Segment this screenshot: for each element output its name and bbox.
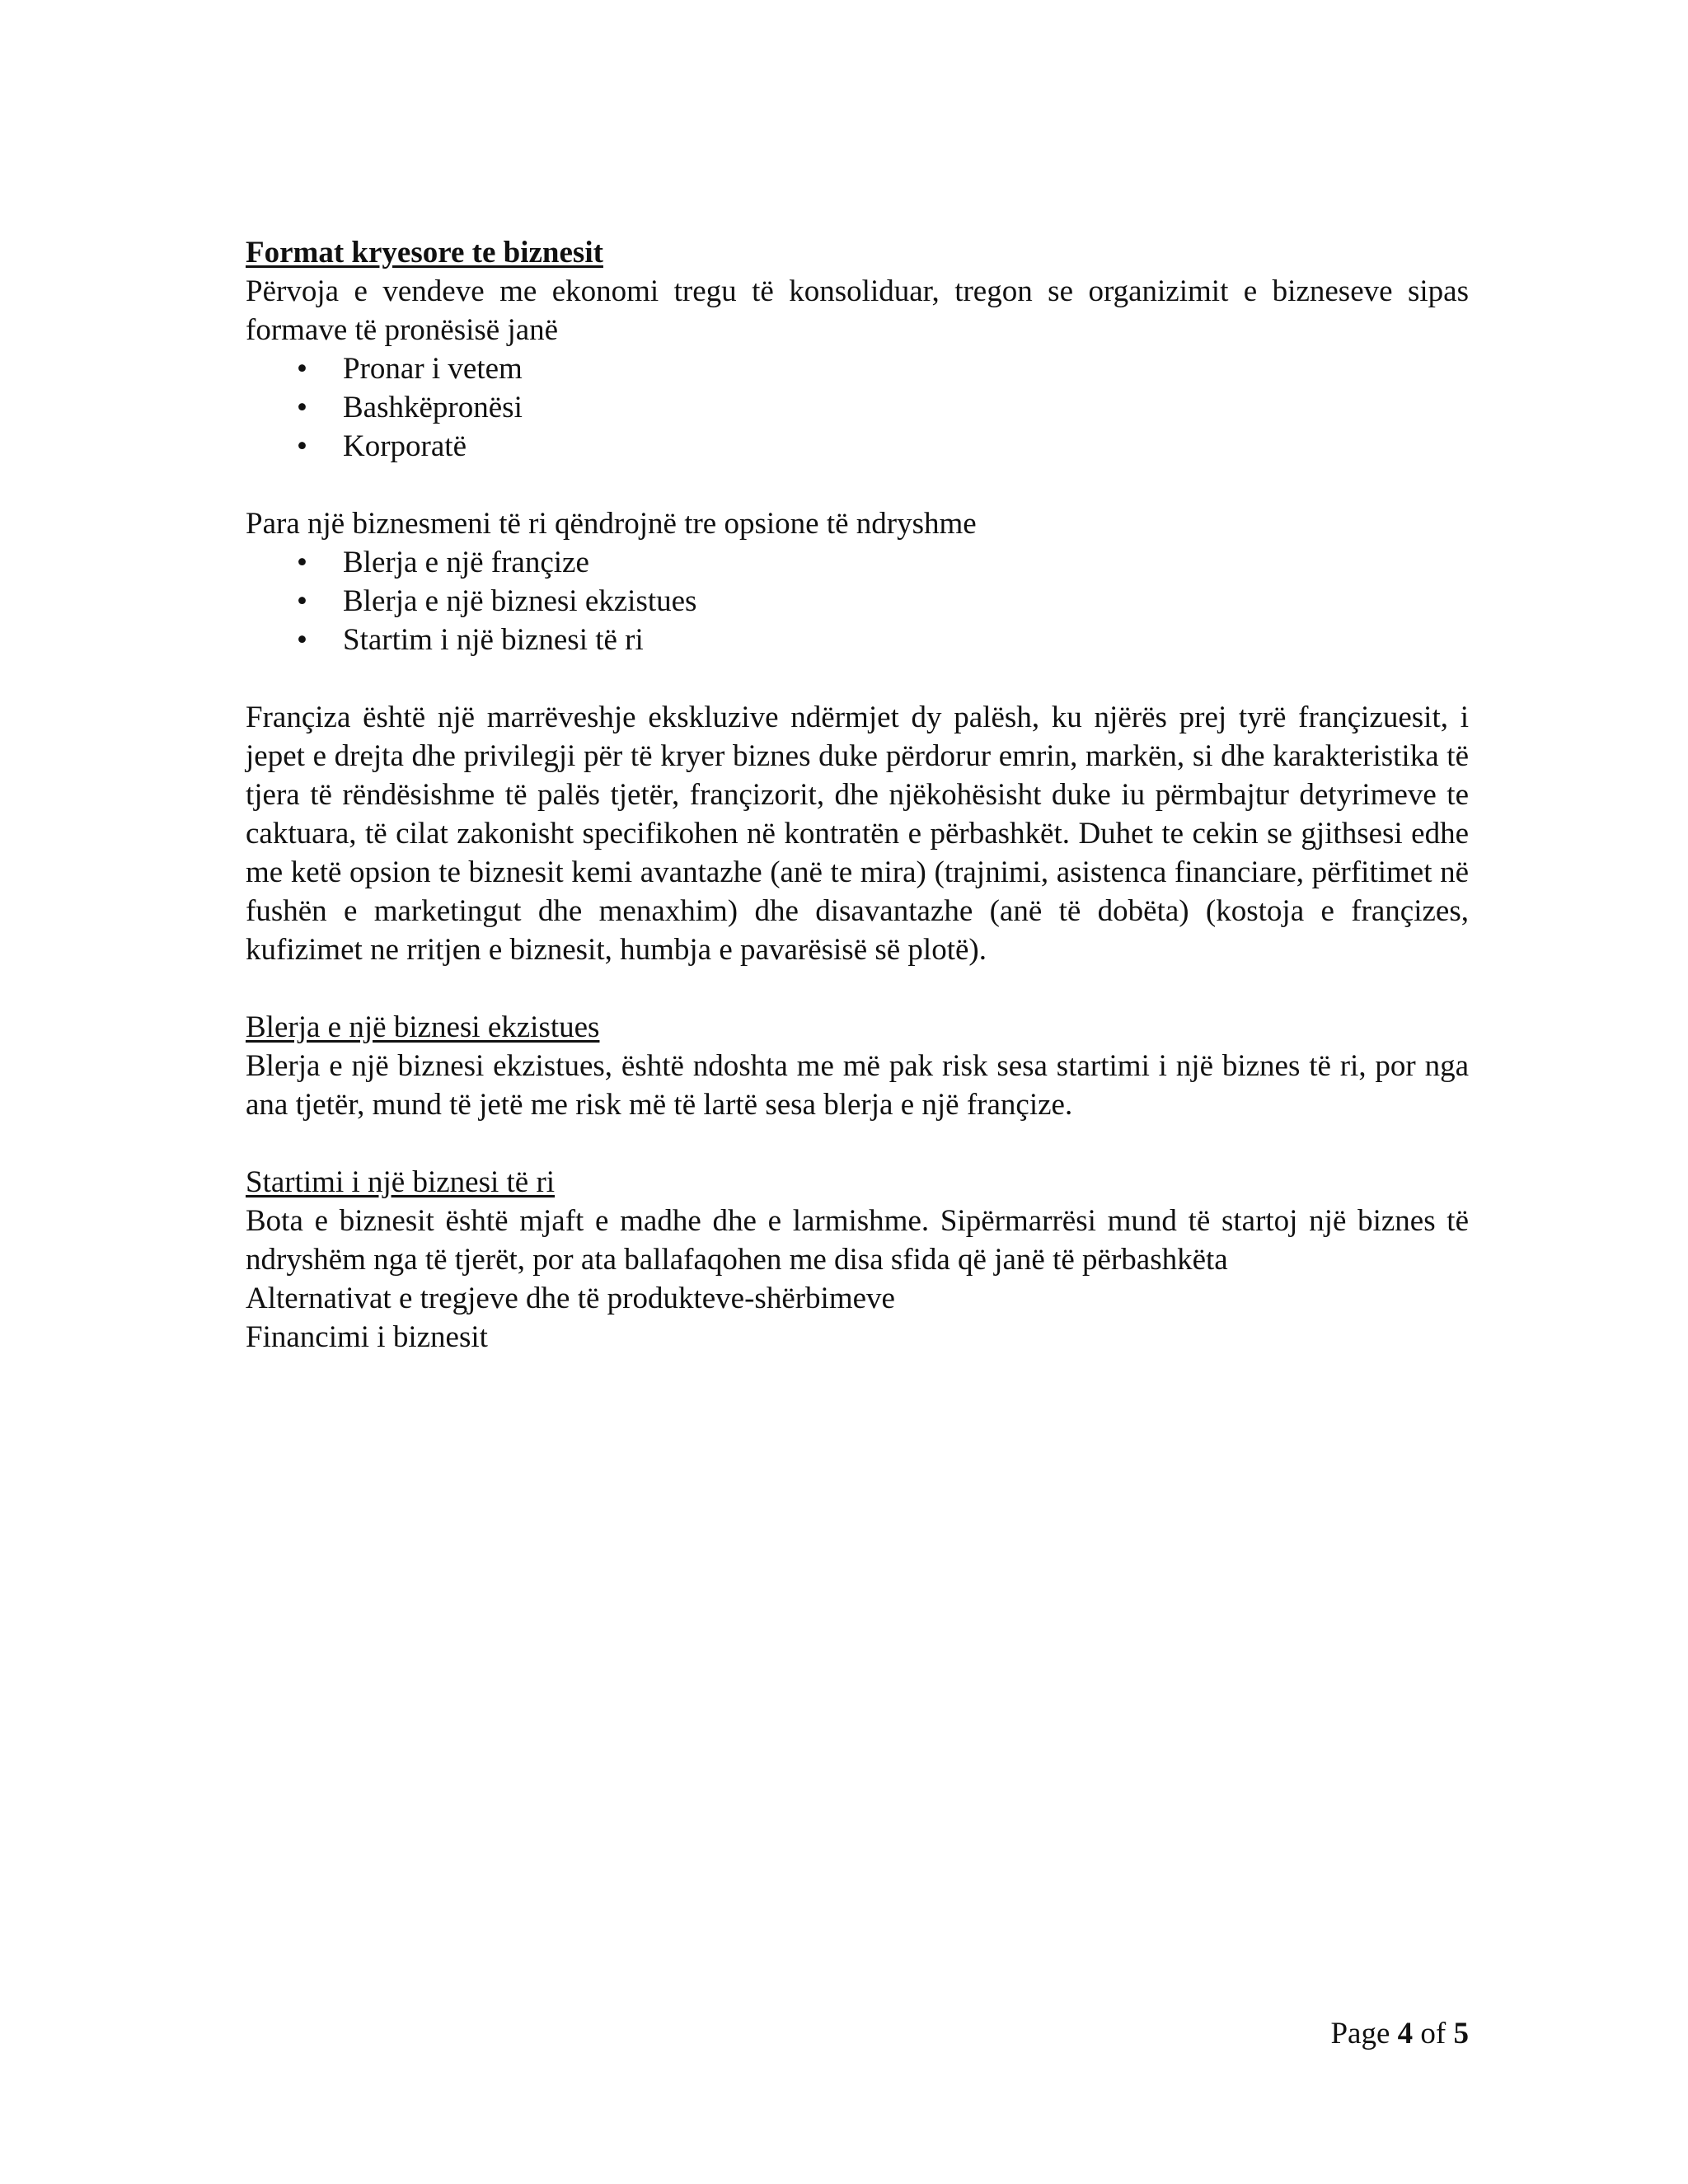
list-item: • Korporatë [246, 427, 1469, 466]
startup-line-2: Financimi i biznesit [246, 1320, 488, 1354]
list-item: • Pronar i vetem [246, 349, 1469, 388]
bullet-icon: • [297, 546, 307, 579]
bullet-icon: • [297, 584, 307, 618]
document-body [246, 233, 1469, 1357]
page-number-footer [1236, 2014, 1469, 2053]
startup-heading: Startimi i një biznesi të ri [246, 1165, 556, 1199]
list-item: • Startim i një biznesi të ri [246, 621, 1469, 659]
list-item: • Blerja e një biznesi ekzistues [246, 582, 1469, 621]
ownership-forms-list [246, 349, 1469, 466]
section-title: Format kryesore te biznesit [246, 236, 603, 269]
spacer [246, 1124, 1469, 1163]
spacer [246, 659, 1469, 698]
startup-line-1: Alternativat e tregjeve dhe të produkteve-shërbimeve [246, 1282, 895, 1315]
list-item: • Blerja e një françize [246, 543, 1469, 582]
bullet-icon: • [297, 429, 307, 463]
existing-business-paragraph: Blerja e një biznesi ekzistues, është ndoshta me më pak risk sesa startimi i një biznes të ri, por nga ana tjetër, mund të jetë me risk më të lartë sesa blerja e një françize. [246, 1049, 1469, 1122]
options-list [246, 543, 1469, 659]
intro-paragraph: Përvoja e vendeve me ekonomi tregu të konsoliduar, tregon se organizimit e bizneseve sipas formave të pronësisë janë [246, 274, 1469, 347]
bullet-icon: • [297, 391, 307, 424]
franchise-paragraph: Françiza është një marrëveshje ekskluzive ndërmjet dy palësh, ku njërës prej tyrë françizuesit, i jepet e drejta dhe privilegji për të kryer biznes duke përdorur emrin, markën, si dhe karakteristika të tjera të rëndësishme të palës tjetër, françizorit, dhe njëkohësisht duke iu përmbajtur detyrimeve te caktuara, të cilat zakonisht specifikohen në kontratën e përbashkët. Duhet te cekin se gjithsesi edhe me ketë opsion te biznesit kemi avantazhe (anë te mira) (trajnimi, asistenca financiare, përfitimet në fushën e marketingut dhe menaxhim) dhe disavantazhe (anë të dobëta) (kostoja e françizes, kufizimet ne rritjen e biznesit, humbja e pavarësisë së plotë). [246, 701, 1469, 967]
list-item: • Bashkëpronësi [246, 388, 1469, 427]
of-label: of [1420, 2017, 1447, 2050]
bullet-icon: • [297, 623, 307, 657]
total-pages-number: 5 [1453, 2017, 1469, 2050]
options-intro: Para një biznesmeni të ri qëndrojnë tre opsione të ndryshme [246, 507, 977, 541]
page-label: Page [1330, 2017, 1390, 2050]
bullet-icon: • [297, 352, 307, 386]
current-page-number: 4 [1397, 2017, 1414, 2050]
existing-business-heading: Blerja e një biznesi ekzistues [246, 1010, 600, 1044]
spacer [246, 969, 1469, 1008]
startup-paragraph: Bota e biznesit është mjaft e madhe dhe e larmishme. Sipërmarrësi mund të startoj një biznes të ndryshëm nga të tjerët, por ata ballafaqohen me disa sfida që janë të përbashkëta [246, 1204, 1469, 1277]
spacer [246, 466, 1469, 504]
